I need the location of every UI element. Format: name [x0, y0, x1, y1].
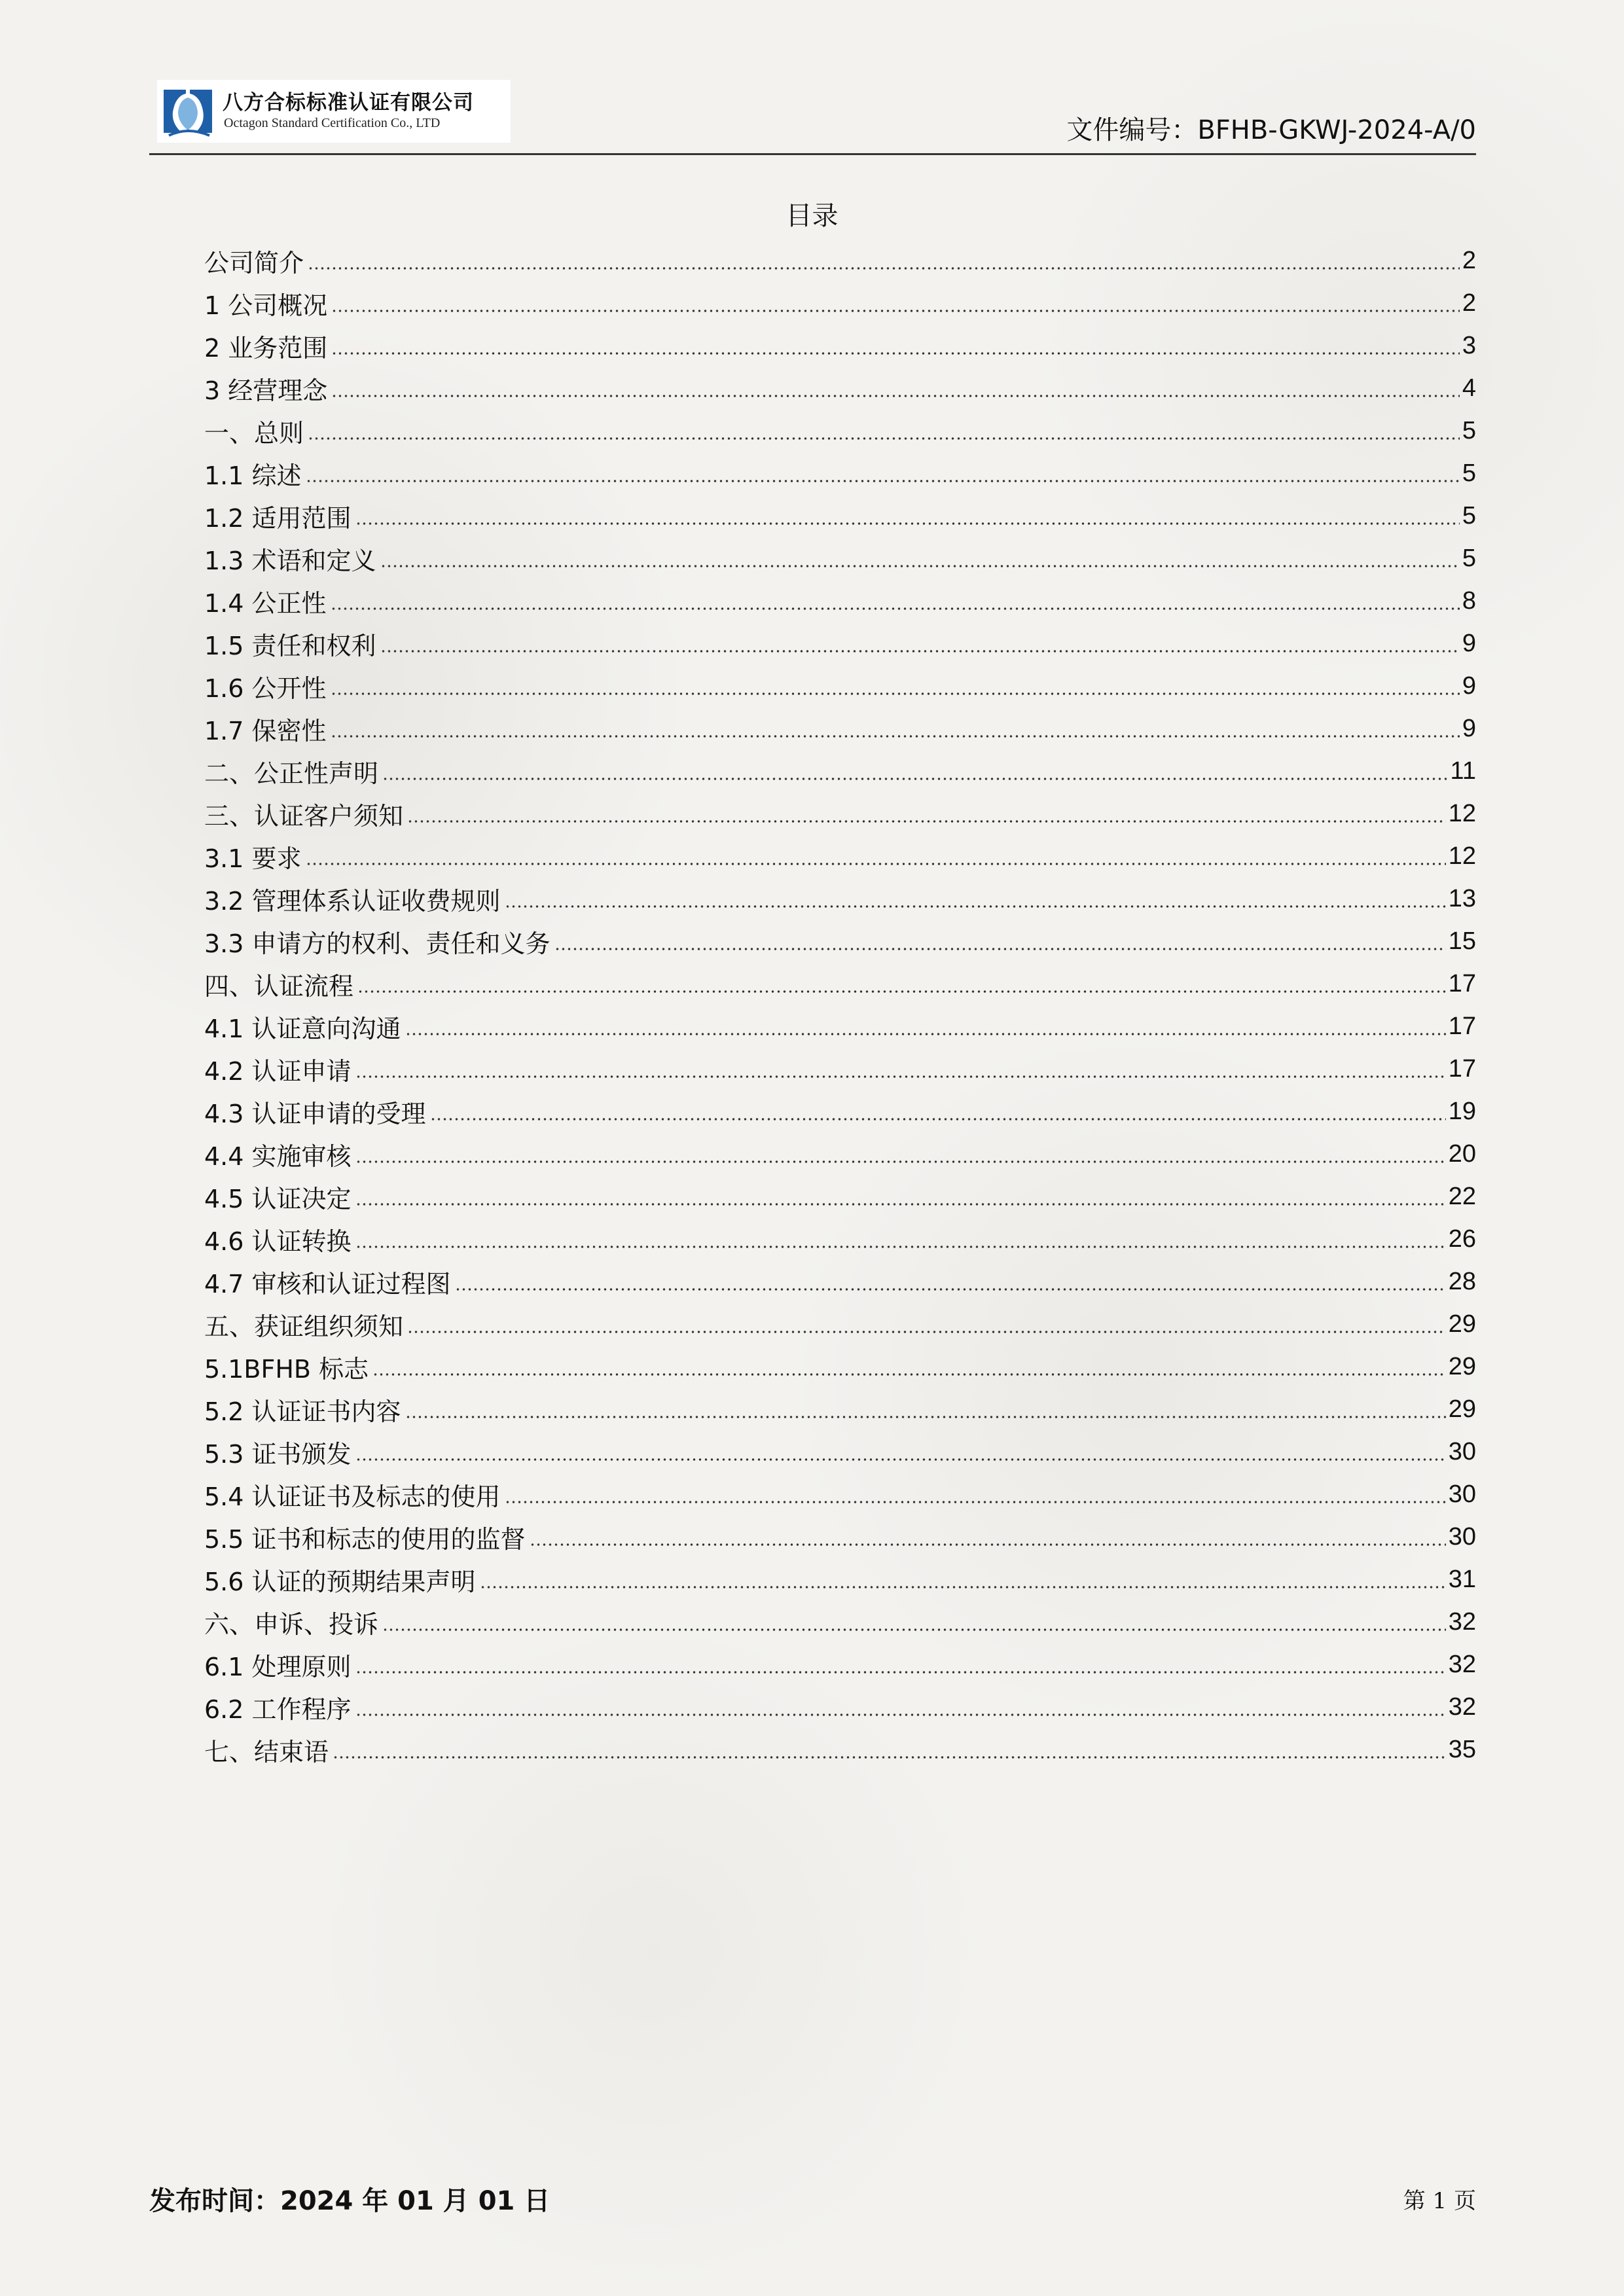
toc-dot-leader	[505, 905, 1446, 908]
toc-entry[interactable]	[204, 920, 1476, 963]
toc-dot-leader	[355, 522, 1460, 525]
toc-entry-page: 8	[1462, 587, 1476, 615]
toc-entry-page: 31	[1448, 1566, 1476, 1593]
toc-entry-label: 4.2 认证申请	[204, 1057, 352, 1086]
toc-entry[interactable]	[204, 325, 1476, 367]
toc-entry[interactable]	[204, 1133, 1476, 1175]
toc-entry[interactable]	[204, 1346, 1476, 1388]
toc-entry-page: 2	[1462, 289, 1476, 317]
toc-dot-leader	[308, 267, 1460, 270]
toc-entry-label: 六、申诉、投诉	[204, 1610, 379, 1639]
toc-entry-label: 1.4 公正性	[204, 589, 327, 618]
toc-dot-leader	[407, 820, 1446, 823]
toc-dot-leader	[382, 1628, 1446, 1631]
toc-entry-label: 4.4 实施审核	[204, 1142, 352, 1171]
toc-entry[interactable]	[204, 282, 1476, 325]
company-logo-name-cn: 八方合标标准认证有限公司	[223, 91, 474, 115]
toc-entry-label: 3 经营理念	[204, 376, 328, 405]
toc-dot-leader	[380, 650, 1460, 653]
toc-dot-leader	[430, 1118, 1446, 1121]
toc-entry-page: 5	[1462, 459, 1476, 487]
toc-entry-page: 9	[1462, 715, 1476, 742]
toc-entry-page: 20	[1448, 1140, 1476, 1168]
toc-entry-label: 6.1 处理原则	[204, 1653, 352, 1681]
toc-entry[interactable]	[204, 1558, 1476, 1601]
toc-entry-page: 19	[1448, 1098, 1476, 1125]
toc-entry-label: 5.3 证书颁发	[204, 1440, 352, 1469]
toc-entry-page: 5	[1462, 545, 1476, 572]
toc-entry-label: 3.2 管理体系认证收费规则	[204, 887, 501, 916]
toc-entry-label: 5.2 认证证书内容	[204, 1397, 401, 1426]
toc-entry[interactable]	[204, 708, 1476, 750]
toc-entry-page: 22	[1448, 1183, 1476, 1210]
toc-dot-leader	[372, 1373, 1446, 1376]
toc-entry[interactable]	[204, 1261, 1476, 1303]
toc-dot-leader	[405, 1033, 1446, 1035]
toc-entry[interactable]	[204, 1218, 1476, 1261]
toc-entry[interactable]	[204, 622, 1476, 665]
toc-entry-label: 4.3 认证申请的受理	[204, 1100, 426, 1128]
toc-dot-leader	[355, 1075, 1446, 1078]
toc-dot-leader	[333, 1756, 1446, 1759]
toc-entry[interactable]	[204, 1431, 1476, 1473]
toc-dot-leader	[355, 1458, 1446, 1461]
toc-entry-label: 七、结束语	[204, 1738, 329, 1767]
toc-dot-leader	[331, 692, 1460, 695]
toc-entry-page: 9	[1462, 630, 1476, 657]
toc-entry-page: 29	[1448, 1310, 1476, 1338]
toc-dot-leader	[355, 1160, 1446, 1163]
toc-entry[interactable]	[204, 240, 1476, 282]
toc-entry-page: 11	[1450, 757, 1476, 785]
toc-entry-label: 4.1 认证意向沟通	[204, 1014, 401, 1043]
toc-dot-leader	[407, 1331, 1446, 1333]
toc-entry-label: 4.5 认证决定	[204, 1185, 352, 1213]
toc-entry-page: 13	[1448, 885, 1476, 912]
page-header	[149, 77, 1476, 155]
company-logo-icon	[160, 83, 216, 139]
publish-date: 发布时间：2024 年 01 月 01 日	[149, 2186, 550, 2216]
toc-entry-label: 1.1 综述	[204, 461, 302, 490]
toc-entry[interactable]	[204, 537, 1476, 580]
toc-entry-label: 三、认证客户须知	[204, 802, 404, 831]
toc-entry-page: 15	[1448, 927, 1476, 955]
toc-entry-page: 32	[1448, 1693, 1476, 1721]
toc-dot-leader	[331, 310, 1460, 312]
toc-entry[interactable]	[204, 1516, 1476, 1558]
toc-entry-label: 5.5 证书和标志的使用的监督	[204, 1525, 526, 1554]
toc-entry-page: 17	[1448, 970, 1476, 997]
toc-dot-leader	[331, 352, 1460, 355]
toc-dot-leader	[455, 1288, 1446, 1291]
toc-entry-label: 3.3 申请方的权利、责任和义务	[204, 929, 550, 958]
toc-entry-label: 3.1 要求	[204, 844, 302, 873]
toc-dot-leader	[554, 948, 1446, 950]
page-number: 第 1 页	[1403, 2188, 1476, 2214]
toc-dot-leader	[308, 437, 1460, 440]
toc-entry-label: 1.5 责任和权利	[204, 632, 376, 660]
toc-entry-label: 5.6 认证的预期结果声明	[204, 1568, 476, 1596]
toc-entry-page: 3	[1462, 332, 1476, 359]
toc-entry[interactable]	[204, 367, 1476, 410]
toc-dot-leader	[480, 1586, 1446, 1588]
toc-entry[interactable]	[204, 1601, 1476, 1643]
toc-dot-leader	[306, 480, 1460, 482]
toc-dot-leader	[380, 565, 1460, 567]
toc-entry[interactable]	[204, 793, 1476, 835]
toc-entry-page: 30	[1448, 1438, 1476, 1465]
toc-dot-leader	[530, 1543, 1446, 1546]
toc-entry-page: 32	[1448, 1651, 1476, 1678]
toc-entry-page: 17	[1448, 1055, 1476, 1083]
toc-entry[interactable]	[204, 495, 1476, 537]
toc-entry-label: 二、公正性声明	[204, 759, 379, 788]
toc-entry[interactable]	[204, 963, 1476, 1005]
toc-entry[interactable]	[204, 665, 1476, 708]
toc-entry-page: 35	[1448, 1736, 1476, 1763]
toc-dot-leader	[505, 1501, 1446, 1503]
toc-dot-leader	[355, 1713, 1446, 1716]
toc-entry[interactable]	[204, 1473, 1476, 1516]
toc-entry[interactable]	[204, 452, 1476, 495]
company-logo-name-en: Octagon Standard Certification Co., LTD	[224, 116, 441, 130]
company-logo	[157, 80, 511, 143]
toc-entry[interactable]	[204, 1388, 1476, 1431]
toc-entry-page: 30	[1448, 1480, 1476, 1508]
toc-entry-label: 5.4 认证证书及标志的使用	[204, 1482, 501, 1511]
toc-entry[interactable]	[204, 1005, 1476, 1048]
toc-entry-label: 公司简介	[204, 249, 304, 278]
toc-entry[interactable]	[204, 580, 1476, 622]
toc-entry[interactable]	[204, 835, 1476, 878]
toc-entry[interactable]	[204, 1090, 1476, 1133]
toc-entry[interactable]	[204, 410, 1476, 452]
toc-entry[interactable]	[204, 1303, 1476, 1346]
toc-entry-page: 28	[1448, 1268, 1476, 1295]
toc-entry-page: 32	[1448, 1608, 1476, 1636]
toc-entry-page: 2	[1462, 247, 1476, 274]
toc-entry-page: 4	[1462, 374, 1476, 402]
toc-entry-page: 5	[1462, 417, 1476, 444]
toc-dot-leader	[355, 1203, 1446, 1206]
toc-entry-page: 12	[1448, 842, 1476, 870]
toc-entry-page: 5	[1462, 502, 1476, 529]
toc-entry[interactable]	[204, 1643, 1476, 1686]
table-of-contents	[204, 240, 1476, 1771]
toc-entry-label: 2 业务范围	[204, 334, 328, 363]
toc-entry-page: 9	[1462, 672, 1476, 700]
toc-entry-label: 1.7 保密性	[204, 717, 327, 745]
toc-entry[interactable]	[204, 1048, 1476, 1090]
toc-dot-leader	[405, 1416, 1446, 1418]
toc-dot-leader	[306, 863, 1446, 865]
toc-entry[interactable]	[204, 1729, 1476, 1771]
toc-dot-leader	[355, 1246, 1446, 1248]
toc-entry-label: 1.2 适用范围	[204, 504, 352, 533]
toc-entry-label: 4.7 审核和认证过程图	[204, 1270, 451, 1299]
toc-entry-page: 12	[1448, 800, 1476, 827]
toc-entry-label: 1.3 术语和定义	[204, 547, 376, 575]
toc-entry[interactable]	[204, 878, 1476, 920]
toc-dot-leader	[357, 990, 1446, 993]
toc-entry-label: 4.6 认证转换	[204, 1227, 352, 1256]
toc-entry-page: 30	[1448, 1523, 1476, 1551]
toc-entry[interactable]	[204, 750, 1476, 793]
toc-title: 目录	[785, 201, 839, 231]
document-number: 文件编号：BFHB-GKWJ-2024-A/0	[1066, 115, 1476, 145]
toc-entry-label: 1.6 公开性	[204, 674, 327, 703]
toc-entry-page: 17	[1448, 1013, 1476, 1040]
toc-entry[interactable]	[204, 1175, 1476, 1218]
toc-entry-label: 1 公司概况	[204, 291, 328, 320]
toc-entry-page: 29	[1448, 1395, 1476, 1423]
toc-dot-leader	[382, 778, 1448, 780]
toc-dot-leader	[331, 395, 1460, 397]
toc-dot-leader	[331, 607, 1460, 610]
toc-entry-label: 四、认证流程	[204, 972, 354, 1001]
toc-entry-label: 6.2 工作程序	[204, 1695, 352, 1724]
toc-entry[interactable]	[204, 1686, 1476, 1729]
toc-dot-leader	[355, 1671, 1446, 1674]
toc-entry-page: 26	[1448, 1225, 1476, 1253]
toc-entry-page: 29	[1448, 1353, 1476, 1380]
toc-entry-label: 五、获证组织须知	[204, 1312, 404, 1341]
toc-entry-label: 一、总则	[204, 419, 304, 448]
toc-entry-label: 5.1BFHB 标志	[204, 1355, 369, 1384]
toc-dot-leader	[331, 735, 1460, 738]
